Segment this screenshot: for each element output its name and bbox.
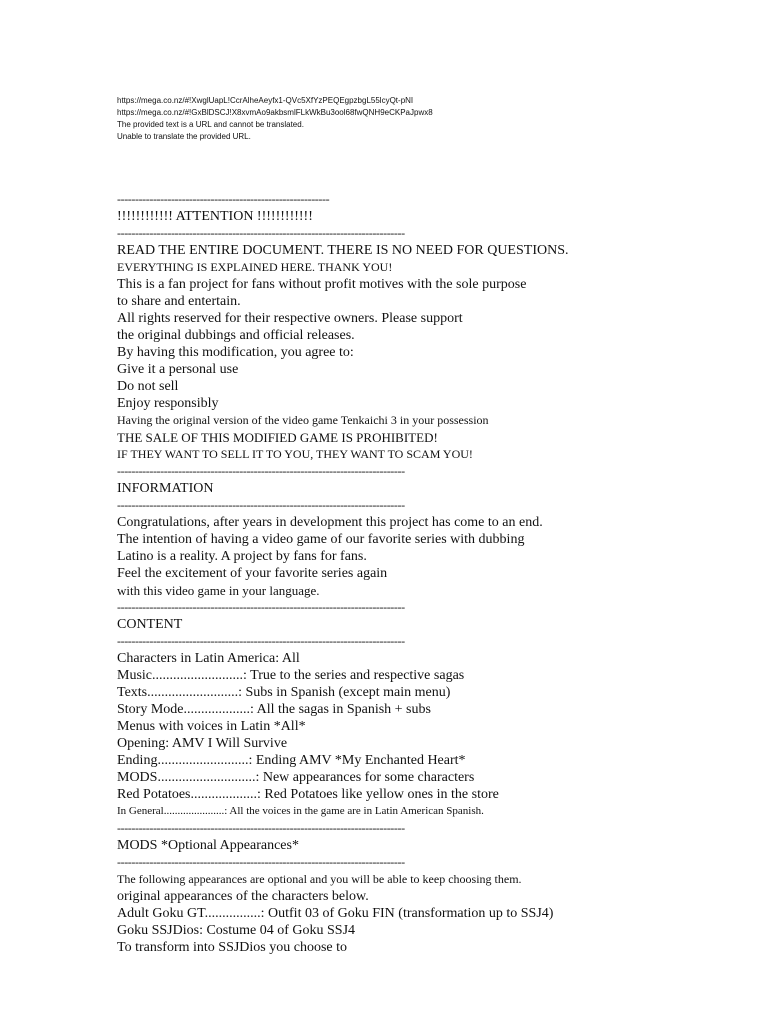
attention-heading: !!!!!!!!!!!! ATTENTION !!!!!!!!!!!! <box>117 209 313 224</box>
content-line: Characters in Latin America: All <box>117 651 300 666</box>
information-heading: INFORMATION <box>117 481 214 496</box>
separator: -------------------------------------------------------------------------------- <box>117 498 405 512</box>
attention-line: Do not sell <box>117 379 179 394</box>
header-links <box>117 95 433 143</box>
attention-line: Enjoy responsibly <box>117 396 219 411</box>
mods-heading: MODS *Optional Appearances* <box>117 838 299 853</box>
separator: -------------------------------------------------------------------------------- <box>117 634 405 648</box>
content-line: MODS............................: New appearances for some characters <box>117 770 475 785</box>
mods-line: To transform into SSJDios you choose to <box>117 940 348 955</box>
separator: -------------------------------------------------------------------------------- <box>117 226 405 240</box>
attention-line: to share and entertain. <box>117 294 241 309</box>
separator: -------------------------------------------------------------------------------- <box>117 464 405 478</box>
mega-link-2[interactable]: https://mega.co.nz/#!GxBlDSCJ!X8xvmAo9akbsmlFLkWkBu3ool68fwQNH9eCKPaJpwx8 <box>117 108 433 117</box>
attention-line: By having this modification, you agree to: <box>117 345 354 360</box>
content-heading: CONTENT <box>117 617 183 632</box>
attention-line: IF THEY WANT TO SELL IT TO YOU, THEY WANT TO SCAM YOU! <box>117 447 473 461</box>
attention-line: READ THE ENTIRE DOCUMENT. THERE IS NO NEED FOR QUESTIONS. <box>117 243 569 258</box>
document-body <box>117 191 757 956</box>
information-line: Latino is a reality. A project by fans for fans. <box>117 549 367 564</box>
url-note-2: Unable to translate the provided URL. <box>117 132 251 141</box>
content-line: Story Mode...................: All the sagas in Spanish + subs <box>117 702 431 717</box>
content-line: Music..........................: True to the series and respective sagas <box>117 668 465 683</box>
mega-link-1[interactable]: https://mega.co.nz/#!XwglUapL!CcrAlheAeyfx1-QVc5XfYzPEQEgpzbgL55lcyQt-pNI <box>117 96 414 105</box>
attention-line: Having the original version of the video game Tenkaichi 3 in your possession <box>117 413 489 427</box>
information-line: with this video game in your language. <box>117 583 320 598</box>
content-line: Opening: AMV I Will Survive <box>117 736 288 751</box>
content-line: Menus with voices in Latin *All* <box>117 719 306 734</box>
mods-line: original appearances of the characters below. <box>117 889 369 904</box>
mods-line: The following appearances are optional and you will be able to keep choosing them. <box>117 872 522 886</box>
mods-line: Adult Goku GT................: Outfit 03 of Goku FIN (transformation up to SSJ4) <box>117 906 554 921</box>
attention-line: All rights reserved for their respective owners. Please support <box>117 311 463 326</box>
attention-line: Give it a personal use <box>117 362 239 377</box>
content-line: In General......................: All the voices in the game are in Latin American Spanish. <box>117 805 484 817</box>
information-line: Feel the excitement of your favorite series again <box>117 566 388 581</box>
content-line: Ending..........................: Ending AMV *My Enchanted Heart* <box>117 753 466 768</box>
attention-line: EVERYTHING IS EXPLAINED HERE. THANK YOU! <box>117 260 393 274</box>
information-line: Congratulations, after years in development this project has come to an end. <box>117 515 543 530</box>
mods-line: Goku SSJDios: Costume 04 of Goku SSJ4 <box>117 923 356 938</box>
separator: -------------------------------------------------------------------------------- <box>117 855 405 869</box>
attention-line: This is a fan project for fans without profit motives with the sole purpose <box>117 277 527 292</box>
separator: -------------------------------------------------------------------------------- <box>117 600 405 614</box>
separator: -------------------------------------------------------------------------------- <box>117 821 405 835</box>
separator: ----------------------------------------------------------- <box>117 192 330 206</box>
information-line: The intention of having a video game of our favorite series with dubbing <box>117 532 525 547</box>
attention-line: THE SALE OF THIS MODIFIED GAME IS PROHIBITED! <box>117 430 438 445</box>
url-note-1: The provided text is a URL and cannot be translated. <box>117 120 304 129</box>
content-line: Texts..........................: Subs in Spanish (except main menu) <box>117 685 451 700</box>
attention-line: the original dubbings and official releases. <box>117 328 355 343</box>
content-line: Red Potatoes...................: Red Potatoes like yellow ones in the store <box>117 787 499 802</box>
